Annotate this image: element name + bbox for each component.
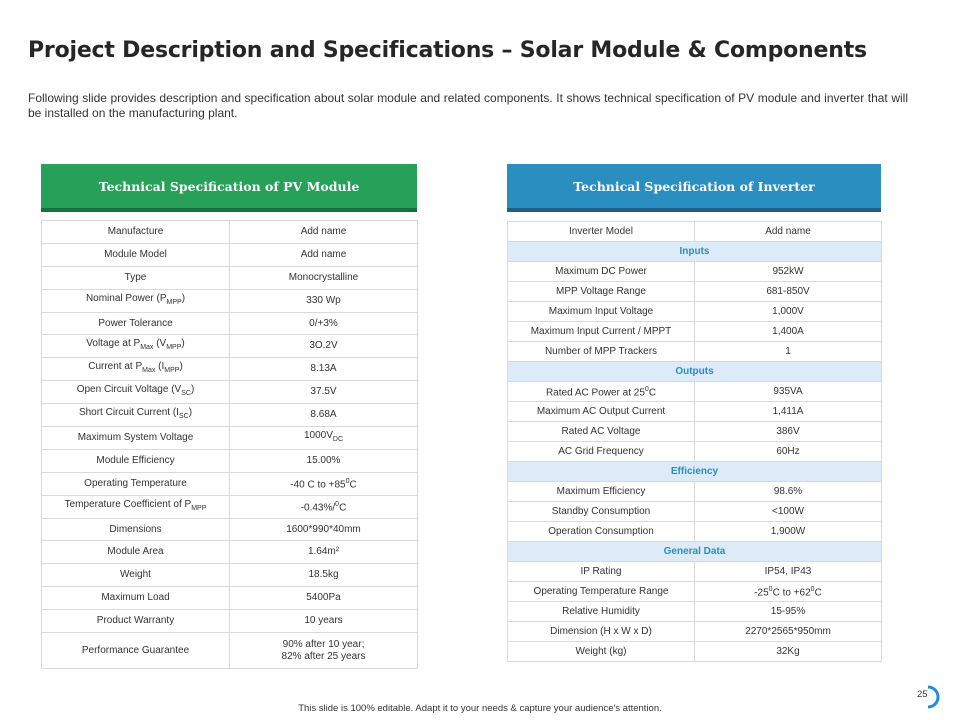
label-text: Operation Consumption [548, 525, 654, 537]
value-superscript: 0 [345, 478, 350, 486]
label-text: Maximum Efficiency [556, 485, 646, 497]
label-text: Manufacture [107, 225, 164, 237]
label-text-tail: ) [181, 338, 185, 350]
spec-row [42, 449, 418, 472]
spec-label-cell [508, 562, 695, 582]
label-text: Operating Temperature [84, 477, 187, 489]
spec-row [42, 564, 418, 587]
spec-label-cell [508, 582, 695, 602]
spec-label-cell [42, 312, 230, 335]
spec-value-cell [695, 342, 882, 362]
spec-row [508, 622, 882, 642]
spec-value-cell [230, 427, 418, 450]
spec-label-cell [508, 402, 695, 422]
value-text: 1.64m² [307, 546, 340, 558]
label-text: Inverter Model [569, 225, 633, 237]
spec-label-cell [42, 221, 230, 244]
pv-module-table-header: Technical Specification of PV Module [41, 164, 417, 208]
label-subscript: SC [178, 413, 189, 421]
value-superscript: 0 [335, 500, 340, 508]
spec-row [508, 402, 882, 422]
label-text: Maximum DC Power [555, 265, 647, 277]
spec-row [508, 602, 882, 622]
spec-value-cell [695, 322, 882, 342]
label-text: Weight [120, 569, 151, 581]
label-text: Type [124, 271, 147, 283]
label-text: Rated AC Voltage [561, 425, 641, 437]
label-text: AC Grid Frequency [558, 445, 644, 457]
spec-label-cell [508, 522, 695, 542]
spec-label-cell [508, 602, 695, 622]
label-subscript: MPP [166, 298, 182, 306]
spec-row [508, 522, 882, 542]
spec-value-cell [230, 449, 418, 472]
spec-value-cell [230, 495, 418, 518]
spec-value-cell [695, 222, 882, 242]
spec-row [508, 562, 882, 582]
label-text: Performance Guarantee [81, 644, 190, 656]
label-text: Temperature Coefficient of P [64, 498, 192, 510]
spec-value-cell [230, 335, 418, 358]
spec-label-cell [508, 222, 695, 242]
spec-label-cell [42, 289, 230, 312]
value-text: -0.43%/ [300, 502, 336, 514]
spec-row [42, 427, 418, 450]
value-text: 0/+3% [309, 317, 338, 329]
value-text: 37.5V [310, 386, 337, 398]
spec-value-cell [695, 482, 882, 502]
value-text: 1 [785, 345, 791, 357]
value-text-tail: C [814, 587, 822, 599]
spec-value-cell [695, 582, 882, 602]
spec-value-cell [230, 587, 418, 610]
value-text: 681-850V [766, 285, 810, 297]
spec-row [42, 358, 418, 381]
label-text: Operating Temperature Range [533, 585, 669, 597]
spec-value-cell [695, 502, 882, 522]
value-text: 8.13A [310, 363, 337, 375]
page-title: Project Description and Specifications – Solar Module & Components [28, 38, 867, 63]
value-text: <100W [772, 505, 804, 517]
section-title: Inputs [508, 242, 882, 262]
label-text: MPP Voltage Range [556, 285, 646, 297]
spec-label-cell [508, 262, 695, 282]
label-text-mid: (V [153, 338, 167, 350]
spec-row [508, 442, 882, 462]
value-text: 5400Pa [306, 592, 341, 604]
footer-note: This slide is 100% editable. Adapt it to your needs & capture your audience's attention. [298, 703, 662, 714]
spec-value-cell [695, 602, 882, 622]
pv-header-underline [41, 208, 417, 212]
spec-value-cell [695, 622, 882, 642]
label-text: Weight (kg) [575, 645, 627, 657]
label-text: Maximum System Voltage [77, 431, 194, 443]
page-description: Following slide provides description and specification about solar module and related components. It shows technical specification of PV module and inverter that will be installed on the manufacturing plant. [28, 91, 908, 120]
spec-row [42, 335, 418, 358]
label-text: Open Circuit Voltage (V [76, 384, 182, 396]
spec-row [42, 587, 418, 610]
value-text: 330 Wp [306, 294, 341, 306]
label-text: Maximum Input Voltage [548, 305, 654, 317]
spec-label-cell [42, 518, 230, 541]
spec-label-cell [508, 502, 695, 522]
spec-label-cell [42, 495, 230, 518]
spec-value-cell [695, 642, 882, 662]
value-subscript: DC [332, 435, 344, 443]
spec-label-cell [42, 335, 230, 358]
spec-label-cell [508, 442, 695, 462]
spec-value-cell [230, 221, 418, 244]
label-subscript: MPP [191, 504, 207, 512]
spec-value-cell [230, 472, 418, 495]
spec-value-cell [695, 422, 882, 442]
page-number-badge [910, 685, 940, 707]
label-text: Module Area [107, 546, 164, 558]
spec-row [42, 266, 418, 289]
spec-row [42, 518, 418, 541]
value-text: IP54, IP43 [764, 565, 812, 577]
spec-value-cell [230, 381, 418, 404]
spec-value-cell [230, 564, 418, 587]
label-subscript: SC [181, 390, 191, 398]
spec-value-cell [695, 402, 882, 422]
label-text: Power Tolerance [98, 317, 173, 329]
label-text: Dimensions [109, 523, 162, 535]
spec-label-cell [42, 472, 230, 495]
spec-value-cell [695, 562, 882, 582]
spec-label-cell [42, 404, 230, 427]
spec-row [42, 610, 418, 633]
value-text: 98.6% [773, 485, 803, 497]
spec-label-cell [42, 243, 230, 266]
spec-label-cell [42, 381, 230, 404]
value-text: 952kW [772, 265, 804, 277]
label-text-tail: ) [181, 292, 186, 304]
spec-row [42, 633, 418, 669]
label-text: Standby Consumption [551, 505, 651, 517]
spec-label-cell [42, 449, 230, 472]
value-text: 1,000V [772, 305, 804, 317]
label-text: Module Model [104, 248, 167, 260]
spec-label-cell [42, 266, 230, 289]
spec-label-cell [42, 633, 230, 669]
spec-label-cell [508, 282, 695, 302]
spec-value-cell [695, 282, 882, 302]
spec-row [508, 222, 882, 242]
spec-value-cell [695, 522, 882, 542]
label-subscript: Max [142, 367, 156, 375]
value-text: 1000V [303, 429, 333, 441]
value-text: Add name [300, 225, 347, 237]
value-superscript: 0 [810, 585, 815, 593]
spec-row [42, 289, 418, 312]
spec-row [42, 495, 418, 518]
spec-label-cell [508, 322, 695, 342]
inverter-table-header: Technical Specification of Inverter [507, 164, 881, 208]
value-text: Monocrystalline [288, 271, 359, 283]
spec-label-cell [508, 482, 695, 502]
label-subscript: MPP [164, 367, 180, 375]
value-text: 8.68A [310, 409, 337, 421]
value-text: Add name [300, 248, 347, 260]
value-text: 1600*990*40mm [286, 523, 361, 535]
label-text: Rated AC Power at 25 [545, 387, 645, 399]
label-text-tail: ) [179, 361, 183, 373]
section-title: Outputs [508, 362, 882, 382]
spec-value-cell [230, 633, 418, 669]
section-row [508, 242, 882, 262]
label-text: Dimension (H x W x D) [550, 625, 652, 637]
spec-label-cell [42, 587, 230, 610]
label-text: Nominal Power (P [85, 292, 167, 304]
value-text: 1,411A [772, 405, 804, 417]
label-text: Product Warranty [96, 615, 175, 627]
section-row [508, 542, 882, 562]
spec-row [42, 312, 418, 335]
label-text-mid: (I [155, 361, 165, 373]
spec-label-cell [508, 302, 695, 322]
spec-value-cell [230, 289, 418, 312]
value-text: Add name [765, 225, 811, 237]
value-text: 935VA [773, 385, 803, 397]
value-text: 32Kg [776, 645, 800, 657]
spec-value-cell [695, 442, 882, 462]
spec-label-cell [508, 342, 695, 362]
spec-label-cell [508, 422, 695, 442]
value-text-mid: C to +62 [772, 587, 811, 599]
spec-row [42, 381, 418, 404]
label-text: Maximum Input Current / MPPT [530, 325, 672, 337]
value-text: 18.5kg [308, 569, 339, 581]
spec-row [42, 541, 418, 564]
label-text-tail: ) [190, 384, 195, 396]
label-subscript: Max [140, 344, 154, 352]
label-text: Short Circuit Current (I [78, 407, 179, 419]
spec-row [508, 582, 882, 602]
spec-label-cell [42, 427, 230, 450]
label-text: Relative Humidity [562, 605, 640, 617]
spec-value-cell [695, 382, 882, 402]
spec-label-cell [508, 642, 695, 662]
label-superscript: 0 [644, 385, 649, 393]
spec-label-cell [42, 610, 230, 633]
spec-label-cell [508, 382, 695, 402]
value-text: 386V [776, 425, 800, 437]
value-text: 15-95% [770, 605, 806, 617]
spec-row [42, 221, 418, 244]
spec-value-cell [230, 404, 418, 427]
section-title: Efficiency [508, 462, 882, 482]
section-title: General Data [508, 542, 882, 562]
spec-value-cell [230, 243, 418, 266]
label-text: Maximum Load [101, 592, 170, 604]
value-text-tail: C [339, 502, 347, 514]
spec-value-cell [230, 541, 418, 564]
label-text-tail: ) [188, 407, 193, 419]
spec-row [508, 482, 882, 502]
spec-row [508, 422, 882, 442]
value-text: 10 years [304, 615, 343, 627]
spec-row [42, 243, 418, 266]
value-text: 3O.2V [309, 340, 338, 352]
label-text: Module Efficiency [96, 454, 175, 466]
spec-row [508, 342, 882, 362]
section-row [508, 362, 882, 382]
label-text-tail: C [648, 387, 657, 399]
inverter-header-underline [507, 208, 881, 212]
spec-value-cell [695, 302, 882, 322]
spec-value-cell [230, 312, 418, 335]
spec-row [508, 322, 882, 342]
label-subscript: MPP [166, 344, 182, 352]
spec-row [508, 642, 882, 662]
spec-row [508, 282, 882, 302]
value-text: 1,400A [772, 325, 804, 337]
label-text: Current at P [88, 361, 143, 373]
value-text-line2: 82% after 25 years [281, 650, 366, 662]
value-text: 90% after 10 year; [282, 638, 365, 650]
spec-row [508, 302, 882, 322]
spec-row [508, 262, 882, 282]
page-number: 25 [917, 689, 928, 700]
spec-label-cell [508, 622, 695, 642]
spec-value-cell [230, 266, 418, 289]
pv-module-spec-table [41, 220, 418, 669]
spec-value-cell [230, 518, 418, 541]
spec-row [42, 472, 418, 495]
spec-label-cell [42, 541, 230, 564]
spec-label-cell [42, 564, 230, 587]
value-text: 60Hz [776, 445, 800, 457]
value-text: -40 C to +85 [290, 479, 346, 491]
spec-value-cell [230, 610, 418, 633]
label-text: Number of MPP Trackers [544, 345, 658, 357]
spec-row [42, 404, 418, 427]
label-text: IP Rating [580, 565, 622, 577]
spec-row [508, 382, 882, 402]
spec-row [508, 502, 882, 522]
value-text-tail: C [349, 479, 357, 491]
value-superscript: 0 [768, 585, 773, 593]
value-text: 15.00% [306, 454, 341, 466]
spec-label-cell [42, 358, 230, 381]
spec-value-cell [695, 262, 882, 282]
label-text: Voltage at P [86, 338, 141, 350]
label-text: Maximum AC Output Current [536, 405, 666, 417]
value-text: -25 [754, 587, 769, 599]
section-row [508, 462, 882, 482]
inverter-spec-table [507, 221, 882, 662]
value-text: 1,900W [770, 525, 806, 537]
spec-value-cell [230, 358, 418, 381]
value-text: 2270*2565*950mm [745, 625, 831, 637]
